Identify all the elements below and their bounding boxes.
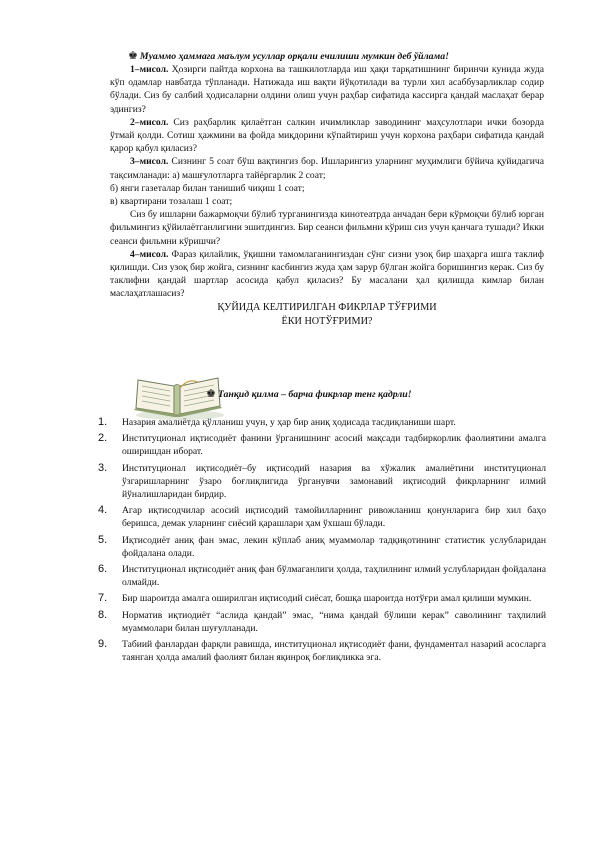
- statements-list: [98, 416, 546, 667]
- example-text: Сиз раҳбарлик қилаётган салкин ичимликлар заводининг маҳсулотлари ички бозорда ўтмай қолди. Сотиш ҳажмини ва фойда миқдорини кўпайтириш учун корхона раҳбари сифатида қандай қарор қабул қиласиз?: [110, 116, 544, 155]
- section-title-line-2: ЁКИ НОТЎҒРИМИ?: [281, 315, 373, 327]
- example-label: 1–мисол.: [130, 64, 169, 75]
- list-item: [98, 609, 546, 635]
- item-number: 2.: [98, 432, 108, 445]
- example-3-question: Сиз бу ишларни бажармоқчи бўлиб турганингизда кинотеатрда анчадан бери кўрмоқчи бўлиб юрган фильмингиз қўйилаётганлигини эшитдингиз. Бир сеанси фильмни кўриш сиз учун қанчага тушади? Икки сеанси фильмни кўришчи?: [110, 209, 544, 247]
- item-text: Назария амалиётда қўлланиш учун, у ҳар бир аниқ ҳодисада тасдиқланиши шарт.: [122, 417, 456, 428]
- chess-icon: ♚: [128, 50, 138, 62]
- intro-section: [110, 50, 544, 329]
- item-number: 4.: [98, 504, 108, 517]
- example-text: Фараз қилайлик, ўқишни тамомлаганингиздан сўнг сизни узоқ бир шаҳарга ишга таклиф қилишди. Сиз узоқ бир жойга, сизнинг касбингиз жуда ҳам зарур бўлган жойга боришингиз керак. Сиз бу таклифни қандай шартлар асосида қабул қиласиз? Бу масалани ҳал қилишда кимлар билан маслаҳатлашасиз?: [110, 248, 544, 300]
- example-4: [110, 248, 544, 301]
- list-item: [98, 563, 546, 589]
- item-text: Институционал иқтисодиёт фанини ўрганишнинг асосий мақсади тадбиркорлик фаолиятини амалга оширишдан иборат.: [122, 433, 546, 458]
- item-number: 7.: [98, 592, 108, 605]
- list-item: [98, 534, 546, 560]
- item-number: 1.: [98, 416, 108, 428]
- example-text: Ҳозирги пайтда корхона ва ташкилотларда иш ҳақи тарқатишнинг биринчи кунида жуда кўп одамлар навбатда тўпланади. Натижада иш вақти йўқотилади ва турли хил асаббузарликлар содир бўлади. Сиз бу салбий ҳодисаларни олдини олиш учун раҳбар сифатида кассирга қандай маслаҳат берар эдингиз?: [110, 64, 544, 115]
- item-number: 8.: [98, 608, 108, 621]
- example-3-item-c: в) квартирани тозалаш 1 соат;: [110, 196, 233, 208]
- item-text: Агар иқтисодчилар асосий иқтисодий тамойилларнинг ривожланиш қонунларига бир хил баҳо беришса, демак уларнинг сиёсий қарашлари ҳам ўхшаш бўлади.: [122, 505, 546, 530]
- item-number: 5.: [98, 533, 108, 546]
- item-text: Институционал иқтисодиёт аниқ фан бўлмаганлиги ҳолда, таҳлилнинг илмий услубларидан фойдалана олмайди.: [122, 564, 546, 589]
- item-number: 6.: [98, 563, 108, 576]
- example-3: [110, 155, 544, 181]
- item-text: Норматив иқтиодиёт “аслида қандай” эмас, “нима қандай бўлиши керак” саволининг таҳлилий муаммолари билан шуғулланади.: [122, 609, 546, 634]
- rules-heading: [206, 388, 544, 401]
- rules-heading-text: Танқид қилма – барча фикрлар тенг қадрли!: [217, 389, 412, 400]
- intro-heading: [128, 50, 544, 63]
- list-item: [98, 504, 546, 530]
- example-1: [110, 63, 544, 116]
- list-item: [98, 638, 546, 664]
- item-text: Бир шароитда амалга оширилган иқтисодий сиёсат, бошқа шароитда нотўғри амал қилиши мумкин.: [122, 593, 532, 605]
- example-label: 2–мисол.: [130, 116, 169, 128]
- item-text: Табиий фанлардан фарқли равишда, институционал иқтисодиёт фани, фундаментал назарий асосларга таянган ҳолда амалий фаолият билан яқинроқ боғлиқликка эга.: [122, 639, 546, 664]
- list-item: [98, 592, 546, 605]
- item-text: Иқтисодиёт аниқ фан эмас, лекин кўплаб аниқ муаммолар тадқиқотининг статистик услубларидан фойдалана олади.: [122, 534, 546, 559]
- chess-icon: ♚: [206, 388, 216, 400]
- example-label: 4–мисол.: [130, 248, 169, 260]
- list-item: [98, 462, 546, 502]
- list-item: [98, 432, 546, 458]
- example-3-item-b: б) янги газеталар билан танишиб чиқиш 1 соат;: [110, 182, 305, 194]
- intro-heading-text: Муаммо ҳаммага маълум усуллар орқали ечилиши мумкин деб ўйлама!: [139, 51, 449, 62]
- rules-section: [110, 388, 544, 401]
- example-2: [110, 116, 544, 156]
- section-title-line-1: ҚУЙИДА КЕЛТИРИЛГАН ФИКРЛАР ТЎҒРИМИ: [217, 301, 437, 313]
- item-number: 9.: [98, 638, 108, 651]
- example-text: Сизнинг 5 соат бўш вақтингиз бор. Ишларингиз уларнинг муҳимлиги бўйича қуйидагича тақсимланади: а) машғулотларга тайёргарлик 2 соат;: [110, 156, 544, 181]
- example-label: 3–мисол.: [130, 156, 169, 168]
- item-text: Институционал иқтисодиёт–бу иқтисодий назария ва хўжалик амалиётини институционал ўзгаришларнинг ўзаро боғлиқлигида ўрганувчи замонавий иқтисодий фикрларнинг илмий йўналишларидан бирдир.: [122, 462, 546, 501]
- list-item: [98, 416, 546, 429]
- item-number: 3.: [98, 461, 108, 474]
